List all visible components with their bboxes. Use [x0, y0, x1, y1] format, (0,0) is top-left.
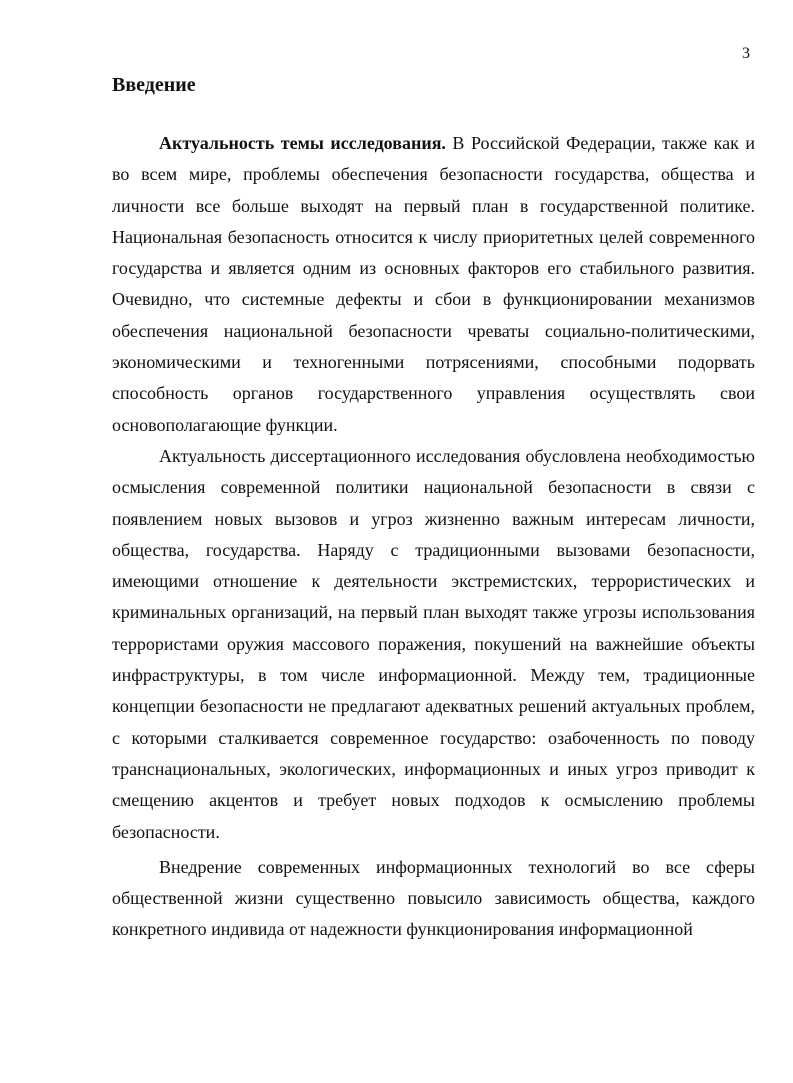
paragraph-text: Актуальность диссертационного исследования обусловлена необходимостью осмысления современной политики национальной безопасности в связи с появлением новых вызовов и угроз жизненно важным интересам личности, общества, государства. Наряду с традиционными вызовами безопасности, имеющими отношение к деятельности экстремистских, террористических и криминальных организаций, на первый план выходят также угрозы использования террористами оружия массового поражения, покушений на важнейшие объекты инфраструктуры, в том числе информационной. Между тем, традиционные концепции безопасности не предлагают адекватных решений актуальных проблем, с которыми сталкивается современное государство: озабоченность по поводу транснациональных, экологических, информационных и иных угроз приводит к смещению акцентов и требует новых подходов к осмыслению проблемы безопасности. [112, 445, 755, 842]
paragraph-information-technologies [112, 852, 755, 946]
section-heading: Введение [112, 74, 196, 96]
paragraph-relevance [112, 128, 755, 441]
paragraph-text: Внедрение современных информационных технологий во все сферы общественной жизни существенно повысило зависимость общества, каждого конкретного индивида от надежности функционирования информационной [112, 856, 755, 940]
paragraph-text: В Российской Федерации, также как и во всем мире, проблемы обеспечения безопасности государства, общества и личности все больше выходят на первый план в государственной политике. Национальная безопасность относится к числу приоритетных целей современного государства и является одним из основных факторов его стабильного развития. Очевидно, что системные дефекты и сбои в функционировании механизмов обеспечения национальной безопасности чреваты социально-политическими, экономическими и техногенными потрясениями, способными подорвать способность органов государственного управления осуществлять свои основополагающие функции. [112, 133, 755, 435]
paragraph-lead: Актуальность темы исследования. [159, 133, 446, 153]
page-number: 3 [742, 45, 750, 62]
body-text [112, 128, 755, 946]
paragraph-dissertation-relevance [112, 441, 755, 848]
